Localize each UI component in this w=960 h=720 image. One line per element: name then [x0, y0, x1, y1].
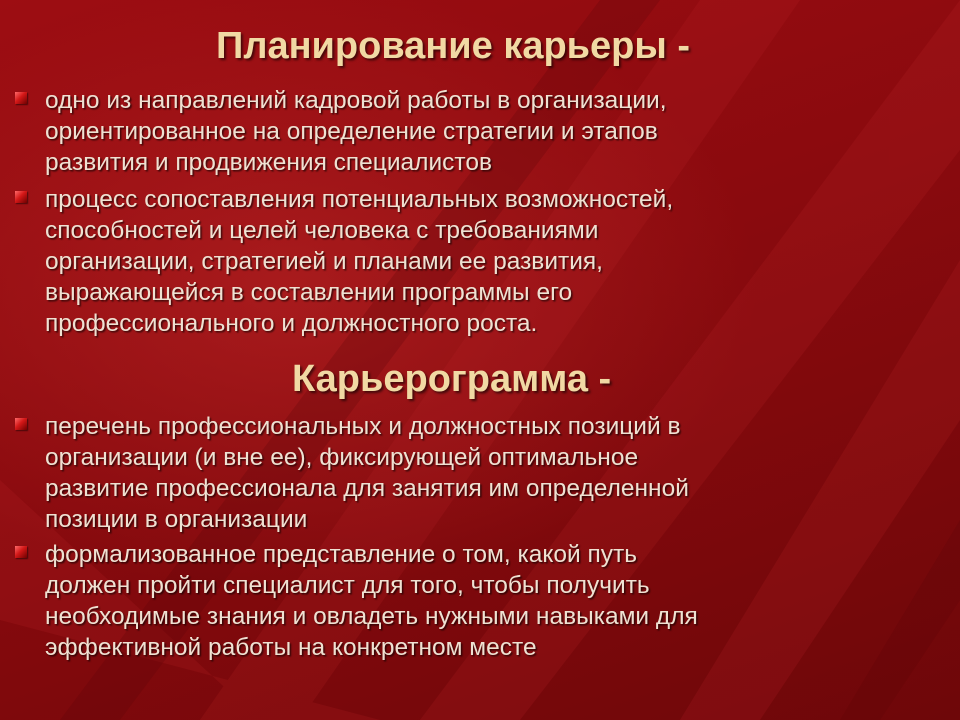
square-bullet-icon	[15, 546, 27, 558]
list-item	[0, 539, 940, 663]
list-item	[0, 184, 940, 339]
item-text: формализованное представление о том, какой путь должен пройти специалист для того, чтобы получить необходимые знания и овладеть нужными навыками для эффективной работы на конкретном месте	[45, 541, 698, 661]
item-text: процесс сопоставления потенциальных возможностей, способностей и целей человека с требованиями организации, стратегией и планами ее развития, выражающейся в составлении программы его профессионального и должностного роста.	[45, 186, 674, 337]
square-bullet-icon	[15, 191, 27, 203]
square-bullet-icon	[15, 92, 27, 104]
heading-careerogram: Карьерограмма -	[292, 358, 612, 400]
heading-career-planning: Планирование карьеры -	[216, 25, 691, 67]
careerogram-list	[0, 411, 940, 663]
item-text: одно из направлений кадровой работы в организации, ориентированное на определение стратегии и этапов развития и продвижения специалистов	[45, 87, 667, 176]
list-item	[0, 85, 940, 178]
career-planning-list	[0, 85, 940, 339]
list-item	[0, 411, 940, 535]
square-bullet-icon	[15, 418, 27, 430]
item-text: перечень профессиональных и должностных позиций в организации (и вне ее), фиксирующей оптимальное развитие профессионала для занятия им определенной позиции в организации	[45, 413, 689, 533]
